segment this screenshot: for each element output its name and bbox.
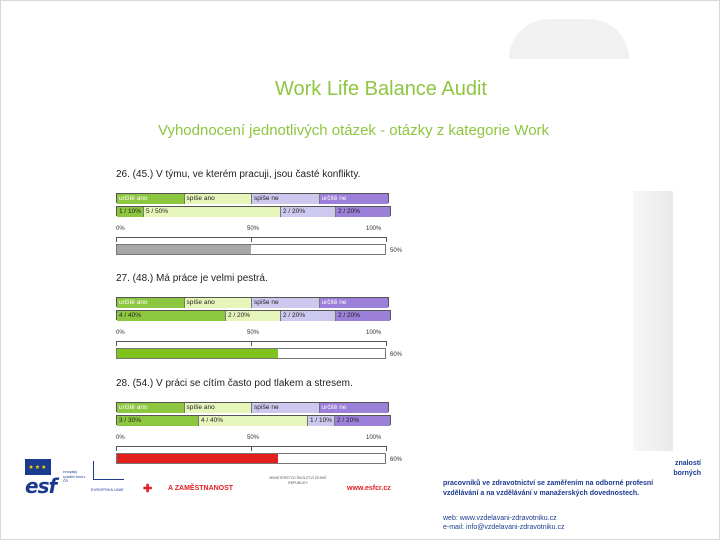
eu-logo-caption: EVROPSKÁ UNIE bbox=[91, 487, 124, 492]
scale-label: 100% bbox=[366, 226, 382, 232]
eu-stars-icon: ★★★ bbox=[25, 459, 51, 475]
category-rather-no: spíše ne bbox=[252, 298, 320, 308]
scale-axis bbox=[116, 341, 387, 346]
question-text: 26. (45.) V týmu, ve kterém pracuji, jsou časté konflikty. bbox=[116, 169, 361, 180]
category-rather-yes: spíše ano bbox=[185, 403, 253, 413]
answer-segment: 2 / 20% bbox=[226, 311, 281, 321]
ministry-logo: MINISTERSTVO ŠKOLSTVÍ ČESKÉ REPUBLIKY bbox=[269, 476, 327, 485]
answer-bar bbox=[116, 310, 391, 320]
decorative-photo-top bbox=[509, 19, 629, 59]
scale-axis bbox=[116, 237, 387, 242]
category-rather-no: spíše ne bbox=[252, 194, 320, 204]
info-line: borných bbox=[673, 470, 701, 477]
contact-block bbox=[443, 514, 565, 532]
answer-segment: 2 / 20% bbox=[335, 416, 390, 426]
scale-label: 100% bbox=[366, 435, 382, 441]
result-percent: 60% bbox=[390, 352, 403, 358]
project-info bbox=[443, 459, 701, 499]
answer-segment: 3 / 30% bbox=[117, 416, 199, 426]
footer-logos bbox=[23, 457, 423, 497]
eu-flag-icon bbox=[93, 461, 124, 480]
category-no: určitě ne bbox=[320, 194, 388, 204]
category-legend bbox=[116, 402, 389, 412]
category-rather-no: spíše ne bbox=[252, 403, 320, 413]
scale-label: 100% bbox=[366, 330, 382, 336]
answer-bar bbox=[116, 206, 391, 216]
scale-axis bbox=[116, 446, 387, 451]
result-percent: 50% bbox=[390, 248, 403, 254]
category-legend bbox=[116, 297, 389, 307]
category-yes: určitě ano bbox=[117, 194, 185, 204]
scale-label: 50% bbox=[247, 435, 260, 441]
email-link[interactable]: e-mail: info@vzdelavani-zdravotniku.cz bbox=[443, 524, 565, 531]
result-fill bbox=[117, 245, 251, 254]
answer-segment: 5 / 50% bbox=[144, 207, 281, 217]
question-text: 28. (54.) V práci se cítím často pod tlakem a stresem. bbox=[116, 378, 353, 389]
category-yes: určitě ano bbox=[117, 403, 185, 413]
percent-scale bbox=[116, 330, 391, 339]
category-yes: určitě ano bbox=[117, 298, 185, 308]
scale-label: 50% bbox=[247, 226, 260, 232]
question-text: 27. (48.) Má práce je velmi pestrá. bbox=[116, 273, 268, 284]
percent-scale bbox=[116, 226, 391, 235]
scale-label: 50% bbox=[247, 330, 260, 336]
scale-label: 0% bbox=[116, 435, 125, 441]
scale-label: 0% bbox=[116, 330, 125, 336]
decorative-photo-right bbox=[633, 191, 673, 451]
answer-segment: 1 / 10% bbox=[117, 207, 144, 217]
category-no: určitě ne bbox=[320, 298, 388, 308]
answer-segment: 4 / 40% bbox=[199, 416, 308, 426]
info-line: pracovníků ve zdravotnictví se zaměřením na odborné profesní bbox=[443, 480, 654, 487]
slide-title: Work Life Balance Audit bbox=[275, 78, 487, 100]
category-rather-yes: spíše ano bbox=[185, 298, 253, 308]
slide-subtitle: Vyhodnocení jednotlivých otázek - otázky z kategorie Work bbox=[158, 122, 550, 139]
esf-logo: esf bbox=[25, 474, 57, 498]
category-rather-yes: spíše ano bbox=[185, 194, 253, 204]
result-bar bbox=[116, 348, 386, 359]
category-no: určitě ne bbox=[320, 403, 388, 413]
answer-bar bbox=[116, 415, 391, 425]
category-legend bbox=[116, 193, 389, 203]
result-bar bbox=[116, 244, 386, 255]
answer-segment: 2 / 20% bbox=[281, 207, 336, 217]
scale-label: 0% bbox=[116, 226, 125, 232]
result-fill bbox=[117, 349, 278, 358]
answer-segment: 4 / 40% bbox=[117, 311, 226, 321]
answer-segment: 2 / 20% bbox=[281, 311, 336, 321]
info-line: vzdělávání a na vzdělávání v manažerských dovednostech. bbox=[443, 490, 640, 497]
esf-logo-caption: evropský sociální fond v ČR bbox=[63, 470, 86, 483]
answer-segment: 2 / 20% bbox=[336, 311, 390, 321]
result-percent: 60% bbox=[390, 457, 403, 463]
zamestnanost-logo: A ZAMĚSTNANOST bbox=[168, 485, 234, 492]
web-link[interactable]: web: www.vzdelavani-zdravotniku.cz bbox=[443, 515, 557, 522]
answer-segment: 1 / 10% bbox=[308, 416, 335, 426]
zamestnanost-icon: ✚ bbox=[143, 483, 153, 495]
percent-scale bbox=[116, 435, 391, 444]
esfcr-link[interactable]: www.esfcr.cz bbox=[347, 485, 391, 492]
info-line: znalostí bbox=[674, 460, 701, 467]
answer-segment: 2 / 20% bbox=[336, 207, 390, 217]
